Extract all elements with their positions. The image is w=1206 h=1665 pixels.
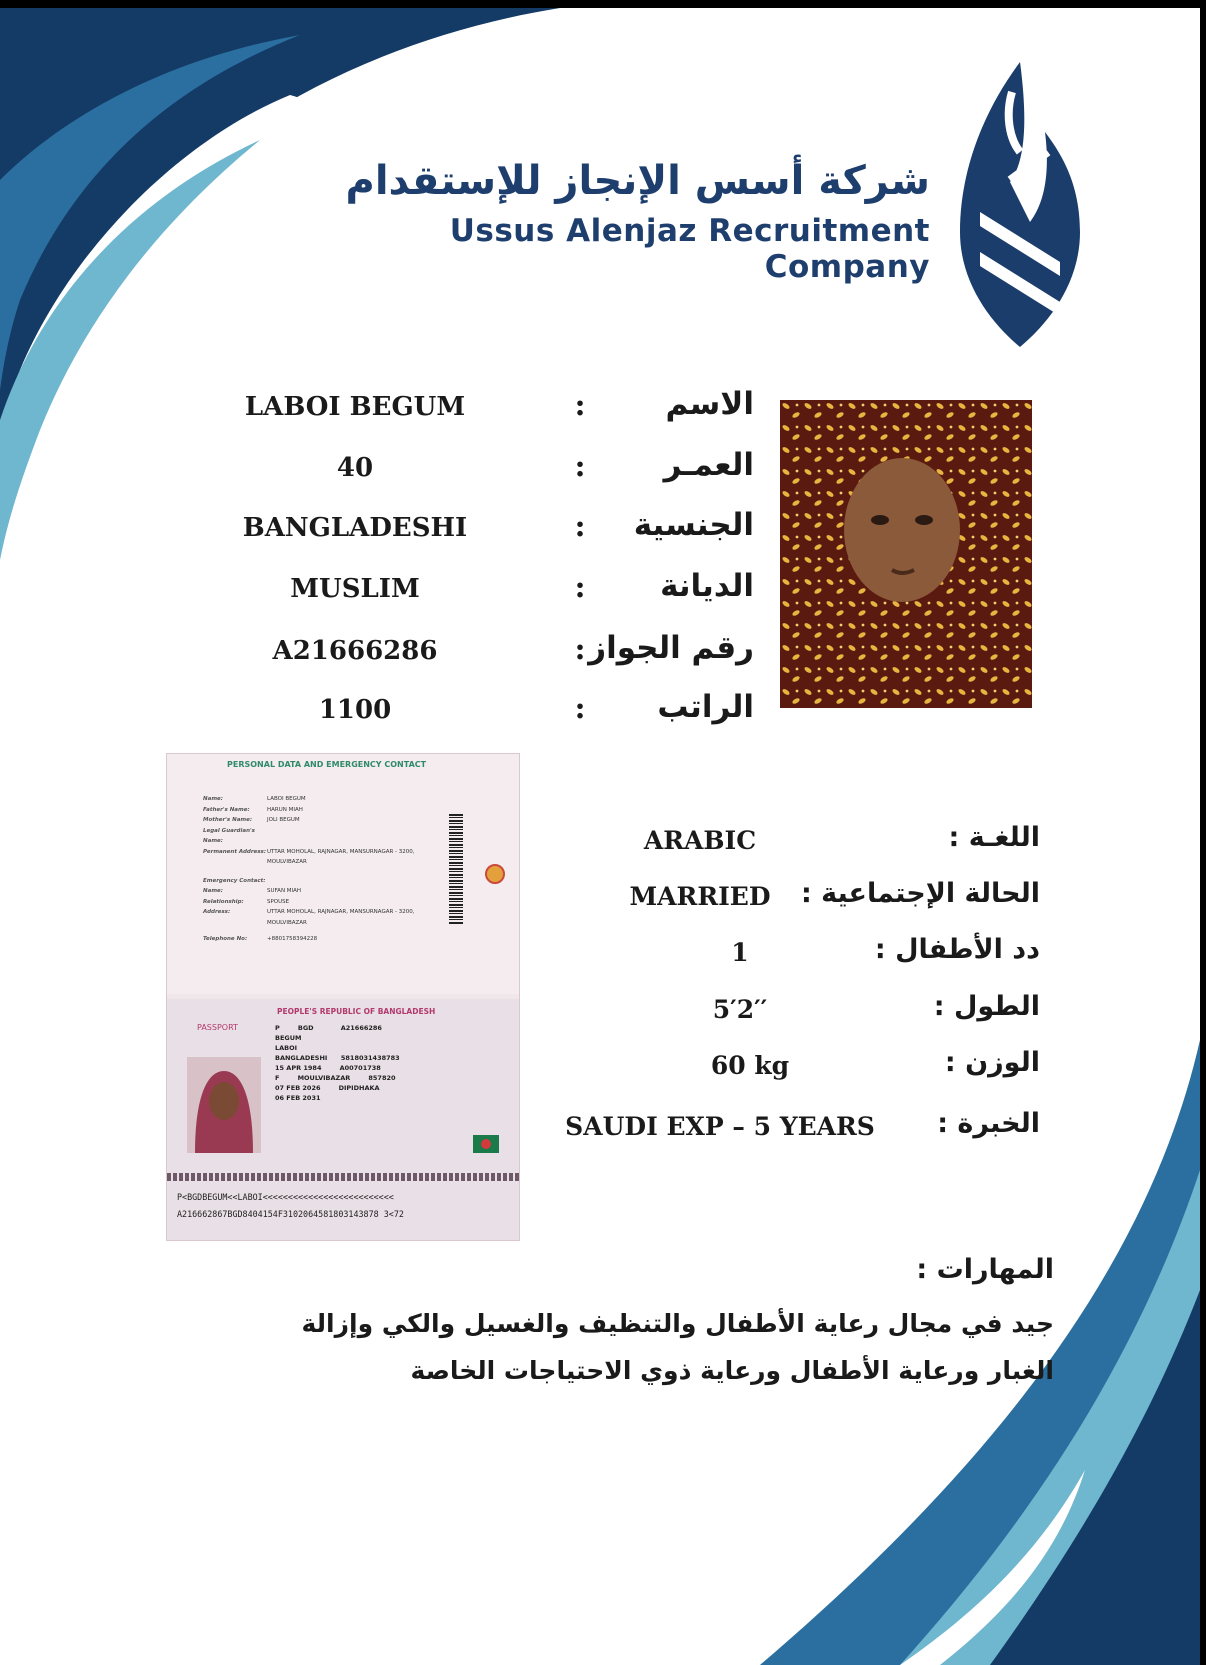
religion-value: MUSLIM — [290, 574, 420, 604]
age-value: 40 — [336, 453, 374, 483]
bangladesh-flag-icon — [473, 1135, 499, 1153]
passport-photo-page — [167, 999, 520, 1241]
pp-country-code: BGD — [297, 1024, 314, 1032]
pp-authority: DIPIDHAKA — [338, 1084, 380, 1092]
language-value: ARABIC — [643, 826, 757, 855]
pp-doc-no: 857820 — [368, 1074, 396, 1082]
religion-colon: : — [574, 570, 586, 605]
experience-label: الخبرة : — [937, 1108, 1040, 1139]
pp-nationality: BANGLADESHI — [275, 1054, 328, 1062]
pp-sex: F — [275, 1074, 280, 1082]
info-row-salary — [200, 687, 760, 737]
passport-country-header: PEOPLE'S REPUBLIC OF BANGLADESH — [277, 1007, 436, 1016]
pp-field-key: Name: — [203, 888, 223, 894]
pp-field-value: HARUN MIAH — [267, 806, 303, 813]
name-value: LABOI BEGUM — [244, 392, 466, 422]
language-label: اللغـة : — [948, 822, 1040, 853]
pp-field-key: Relationship: — [203, 898, 244, 905]
nationality-colon: : — [574, 509, 586, 544]
pp-field-value: UTTAR MOHOLAL, RAJNAGAR, MANSURNAGAR - 3200, MOULVIBAZAR — [267, 848, 415, 865]
nationality-value: BANGLADESHI — [242, 513, 468, 543]
pp-field-value: UTTAR MOHOLAL, RAJNAGAR, MANSURNAGAR - 3200, MOULVIBAZAR — [267, 909, 415, 926]
pp-field-value — [267, 826, 453, 847]
detail-row-language — [540, 818, 1050, 868]
info-row-name — [200, 384, 760, 434]
info-row-religion — [200, 566, 760, 616]
pp-field-value: +8801758394228 — [267, 936, 318, 942]
pp-field-value: SUFAN MIAH — [267, 888, 302, 894]
passport-number-label: رقم الجواز — [588, 630, 754, 666]
top-border — [0, 0, 1206, 8]
info-row-nationality — [200, 505, 760, 555]
pp-field-key: Permanent Address: — [203, 848, 267, 855]
age-label: العمـر — [663, 447, 754, 483]
name-label: الاسم — [665, 386, 754, 422]
company-name-english: Ussus Alenjaz Recruitment Company — [449, 213, 930, 285]
salary-value: 1100 — [318, 695, 392, 725]
height-label: الطول : — [933, 991, 1040, 1022]
height-value: 5′2′′ — [712, 995, 768, 1024]
weight-value: 60 kg — [710, 1051, 790, 1080]
passport-scan — [166, 753, 520, 1241]
pp-expiry-date: 06 FEB 2031 — [275, 1094, 321, 1102]
passport-number-colon: : — [574, 632, 586, 667]
children-label: دد الأطفال : — [874, 934, 1040, 965]
info-row-age — [200, 445, 760, 495]
religion-label: الديانة — [660, 568, 754, 604]
detail-row-marital — [540, 874, 1050, 924]
pp-field-key: Address: — [203, 909, 231, 915]
mrz-line-2: A216662867BGD8404154F3102064581803143878 3<72 — [177, 1209, 404, 1219]
pp-field-value: JOLI BEGUM — [267, 817, 300, 823]
skills-description: جيد في مجال رعاية الأطفال والتنظيف والغسيل والكي وإزالة الغبار ورعاية الأطفال ورعاية ذوي الاحتياجات الخاصة — [301, 1309, 1054, 1385]
passport-label: PASSPORT — [197, 1023, 238, 1032]
marital-status-label: الحالة الإجتماعية : — [800, 878, 1040, 909]
pp-field-value — [267, 876, 453, 887]
pp-surname: BEGUM — [275, 1034, 302, 1042]
pp-field-key: Telephone No: — [203, 936, 248, 942]
pp-field-key: Father's Name: — [203, 806, 250, 813]
marital-status-value: MARRIED — [629, 882, 771, 911]
passport-data-page — [167, 754, 520, 994]
detail-row-height — [540, 987, 1050, 1037]
passport-number-value: A21666286 — [272, 636, 438, 666]
salary-label: الراتب — [657, 689, 754, 725]
pp-field-key: Name: — [203, 796, 223, 802]
pp-issue-date: 07 FEB 2026 — [275, 1084, 321, 1092]
passport-data — [275, 1023, 475, 1103]
age-colon: : — [574, 449, 586, 484]
company-name-arabic: شركة أسس الإنجاز للإستقدام — [345, 158, 930, 204]
salary-colon: : — [574, 691, 586, 726]
pp-field-key: Mother's Name: — [203, 817, 253, 823]
pp-field-value: LABOI BEGUM — [267, 796, 306, 802]
passport-mrz — [177, 1189, 517, 1223]
pp-type: P — [275, 1024, 280, 1032]
detail-row-children — [540, 930, 1050, 980]
right-border — [1200, 0, 1206, 1665]
detail-row-experience — [540, 1104, 1050, 1154]
name-colon: : — [574, 388, 586, 423]
pp-number: A21666286 — [340, 1024, 382, 1032]
detail-row-weight — [540, 1043, 1050, 1093]
nationality-label: الجنسية — [633, 507, 754, 543]
info-row-passport — [200, 628, 760, 678]
barcode-icon — [449, 814, 463, 924]
passport-security-strip — [167, 1173, 520, 1181]
experience-value: SAUDI EXP – 5 YEARS — [565, 1112, 875, 1141]
passport-photo — [187, 1057, 261, 1153]
seal-icon — [485, 864, 505, 884]
passport-fields — [203, 794, 453, 945]
pp-place-of-birth: MOULVIBAZAR — [297, 1074, 351, 1082]
pp-field-value: SPOUSE — [267, 898, 290, 905]
passport-personal-header: PERSONAL DATA AND EMERGENCY CONTACT — [227, 760, 427, 769]
pp-dob: 15 APR 1984 — [275, 1064, 322, 1072]
pp-field-key: Emergency Contact: — [203, 877, 266, 884]
pp-given-name: LABOI — [275, 1044, 298, 1052]
profile-photo — [780, 400, 1032, 708]
pp-field-key: Legal Guardian's Name: — [203, 827, 255, 844]
children-value: 1 — [731, 938, 749, 967]
weight-label: الوزن : — [944, 1047, 1040, 1078]
pp-personal-no: 5818031438783 — [340, 1054, 400, 1062]
company-logo-icon — [950, 62, 1090, 347]
pp-prev-passport: A00701738 — [339, 1064, 381, 1072]
skills-title: المهارات : — [916, 1254, 1054, 1285]
mrz-line-1: P<BGDBEGUM<<LABOI<<<<<<<<<<<<<<<<<<<<<<<<<< — [177, 1192, 394, 1202]
